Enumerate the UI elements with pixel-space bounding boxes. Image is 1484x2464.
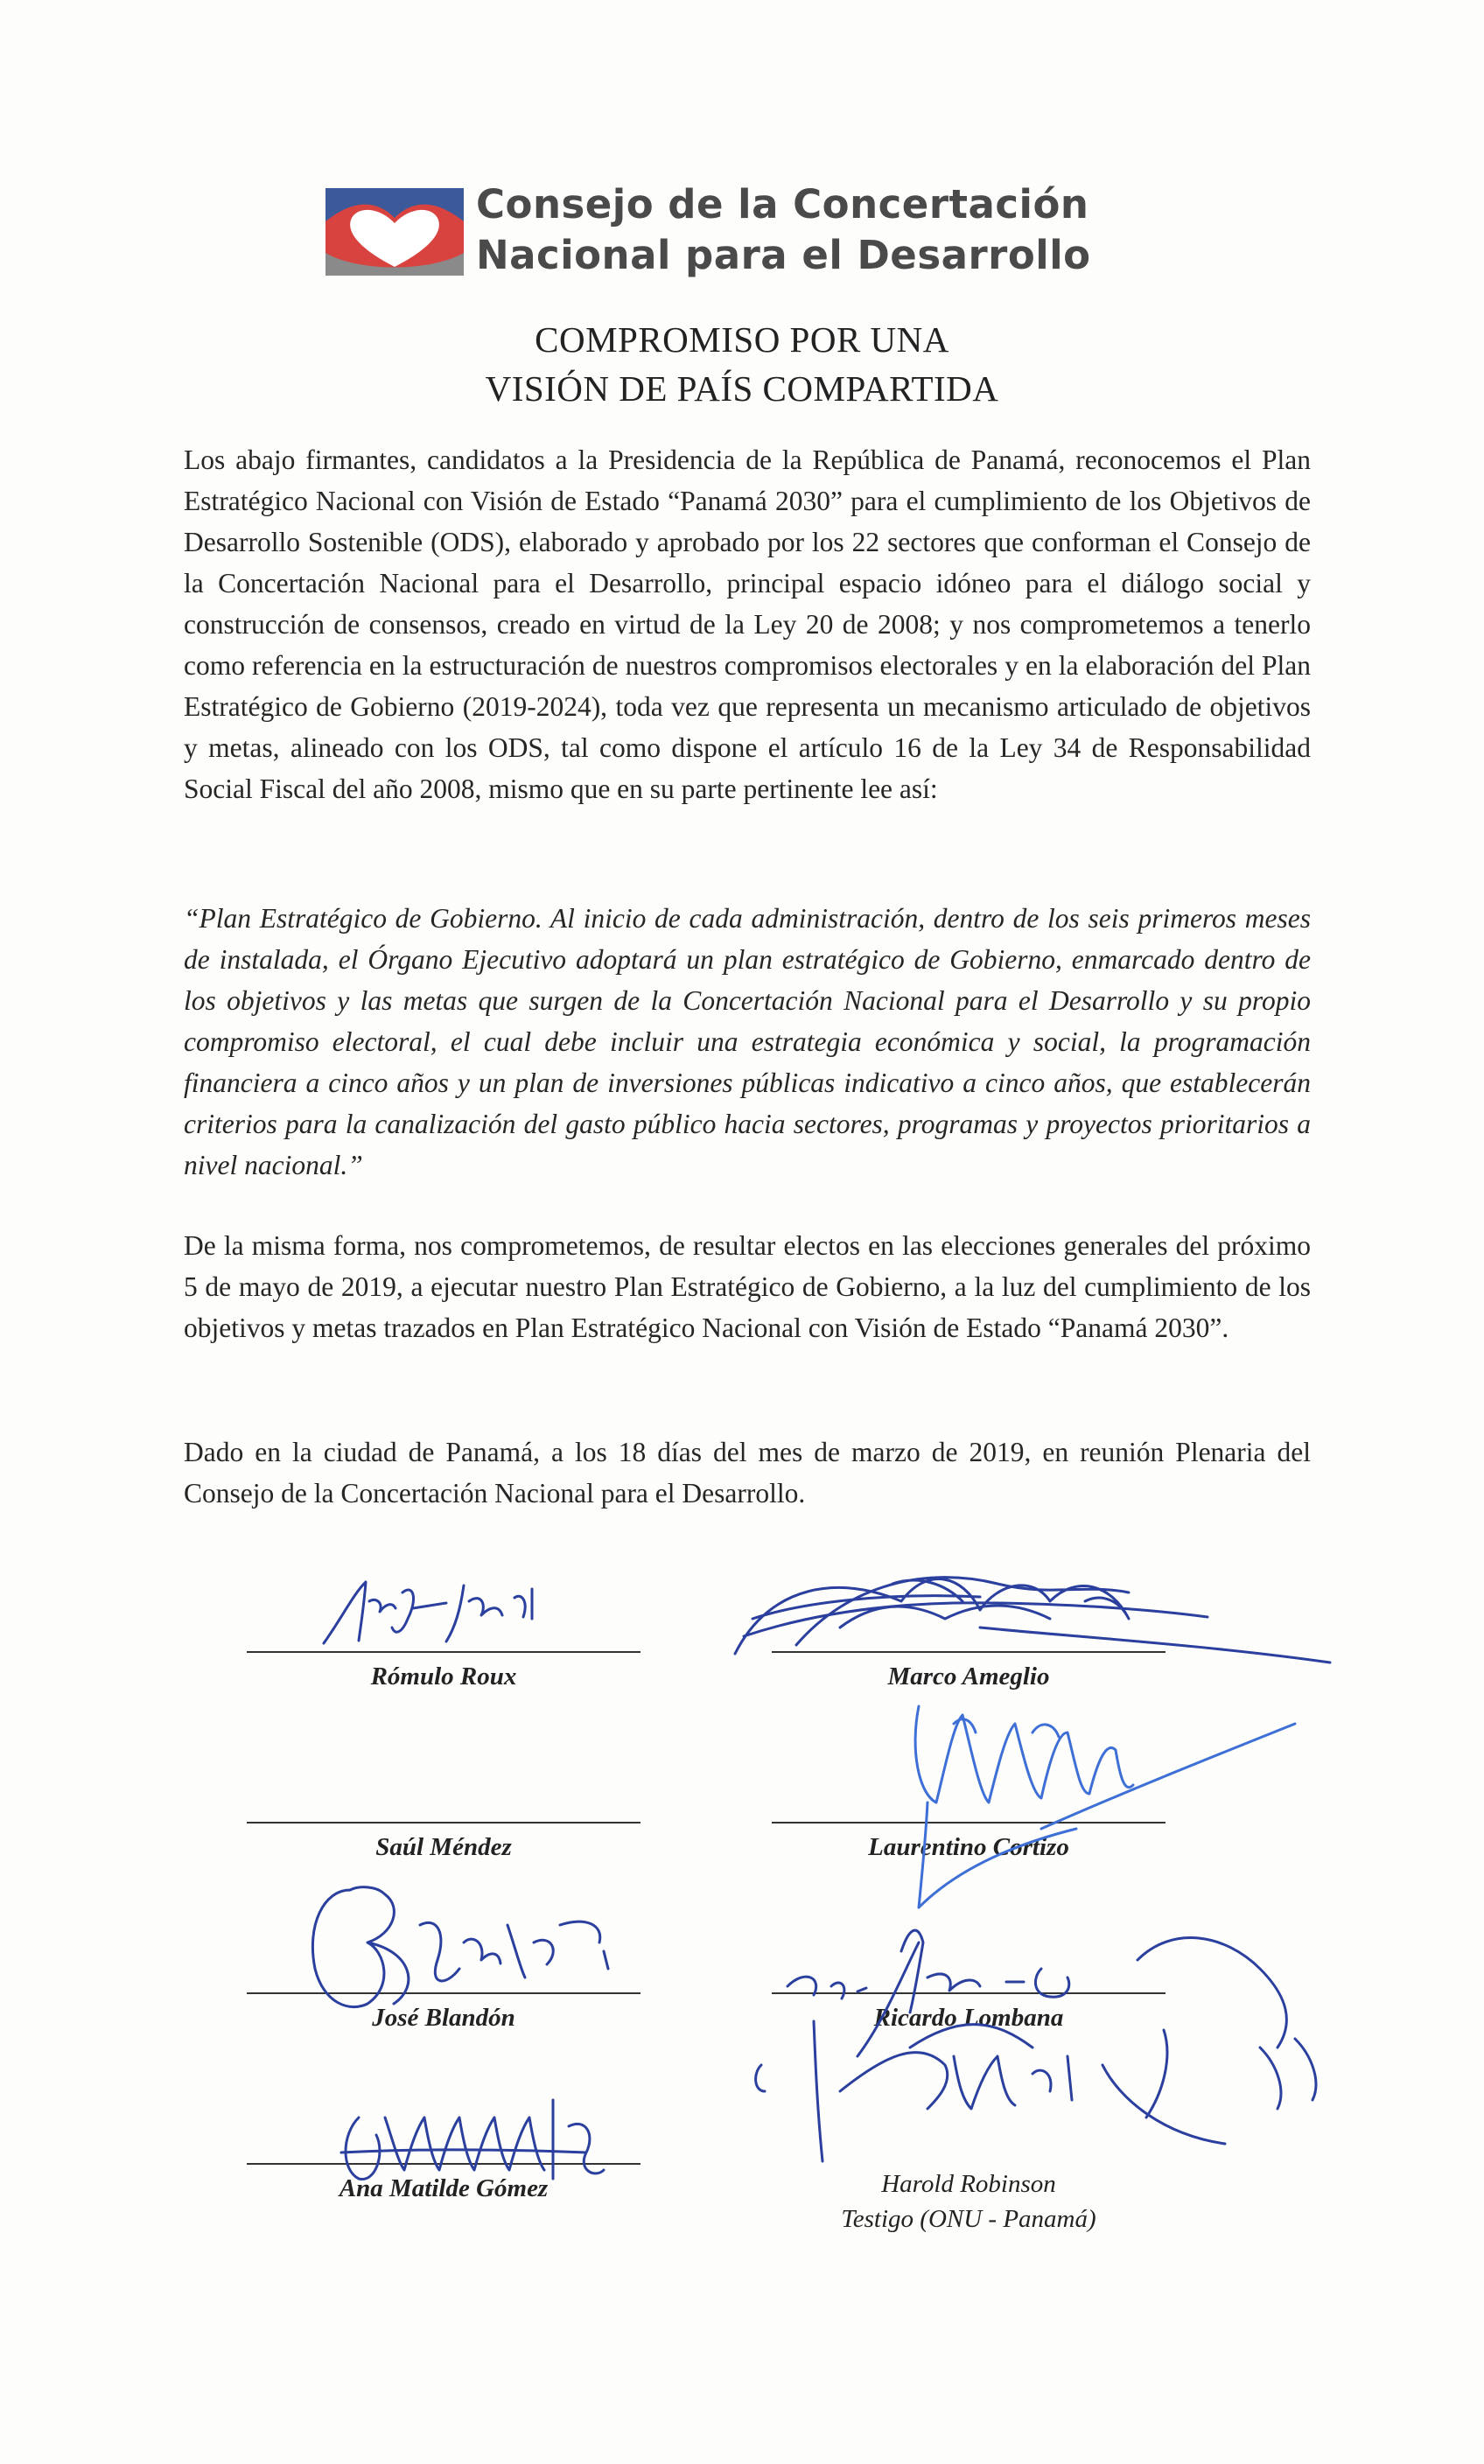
signature-roux bbox=[315, 1566, 595, 1654]
signature-blandon bbox=[298, 1872, 621, 2048]
paragraph-date-place: Dado en la ciudad de Panamá, a los 18 días del mes de marzo de 2019, en reunión Plenaria del Consejo de la Concertación Nacional para el Desarrollo. bbox=[184, 1437, 1311, 1508]
heart-logo-icon bbox=[326, 188, 464, 276]
paragraph-commitment: Los abajo firmantes, candidatos a la Presidencia de la República de Panamá, reconocemos el Plan Estratégico Nacional con Visión de Estado “Panamá 2030” para el cumplimiento de los Objetivos de Desarrollo Sostenible (ODS), elaborado y aprobado por los 22 sectores que conforman el Consejo de la Concertación Nacional para el Desarrollo, principal espacio idóneo para el diálogo social y construcción de consensos, creado en virtud de la Ley 20 de 2008; y nos comprometemos a tenerlo como referencia en la estructuración de nuestros compromisos electorales y en la elaboración del Plan Estratégico de Gobierno (2019-2024), toda vez que representa un mecanismo articulado de objetivos y metas, alineado con los ODS, tal como dispone el artículo 16 de la Ley 34 de Responsabilidad Social Fiscal del año 2008, mismo que en su parte pertinente lee así: bbox=[184, 444, 1311, 804]
organization-name-line2: Nacional para el Desarrollo bbox=[476, 232, 1091, 278]
organization-name-line1: Consejo de la Concertación bbox=[476, 181, 1089, 228]
document-title bbox=[0, 315, 1484, 413]
signatory-name-gomez: Ana Matilde Gómez bbox=[339, 2174, 549, 2202]
signatory-name-ameglio: Marco Ameglio bbox=[887, 1662, 1050, 1690]
signature-gomez bbox=[324, 2065, 621, 2214]
witness-name: Harold Robinson bbox=[881, 2170, 1056, 2198]
signature-ameglio bbox=[718, 1549, 1348, 1689]
signatory-name-mendez: Saúl Méndez bbox=[375, 1833, 512, 1861]
signatory-name-blandon: José Blandón bbox=[372, 2004, 515, 2032]
quoted-law-article: “Plan Estratégico de Gobierno. Al inicio de cada administración, dentro de los seis primeros meses de instalada, el Órgano Ejecutivo adoptará un plan estratégico de Gobierno, enmarcado dentro de los objetivos y las metas que surgen de la Concertación Nacional para el Desarrollo y su propio compromiso electoral, el cual debe incluir una estrategia económica y social, la programación financiera a cinco años y un plan de inversiones públicas indicativo a cinco años, que establecerán criterios para la canalización del gasto público hacia sectores, programas y proyectos prioritarios a nivel nacional.” bbox=[184, 903, 1311, 1180]
title-line1: COMPROMISO POR UNA bbox=[535, 319, 949, 360]
organization-name bbox=[476, 179, 1091, 281]
organization-logo bbox=[326, 179, 1130, 283]
witness-role: Testigo (ONU - Panamá) bbox=[841, 2205, 1096, 2233]
signatory-name-cortizo: Laurentino Cortizo bbox=[868, 1833, 1069, 1861]
signatory-name-lombana: Ricardo Lombana bbox=[873, 2004, 1064, 2032]
signature-robinson bbox=[752, 2004, 1348, 2179]
title-line2: VISIÓN DE PAÍS COMPARTIDA bbox=[485, 368, 999, 409]
signature-line-mendez bbox=[247, 1822, 640, 1824]
signatory-name-roux: Rómulo Roux bbox=[370, 1662, 517, 1690]
paragraph-execution: De la misma forma, nos comprometemos, de resultar electos en las elecciones generales del próximo 5 de mayo de 2019, a ejecutar nuestro Plan Estratégico de Gobierno, a la luz del cumplimiento de los objetivos y metas trazados en Plan Estratégico Nacional con Visión de Estado “Panamá 2030”. bbox=[184, 1230, 1311, 1343]
